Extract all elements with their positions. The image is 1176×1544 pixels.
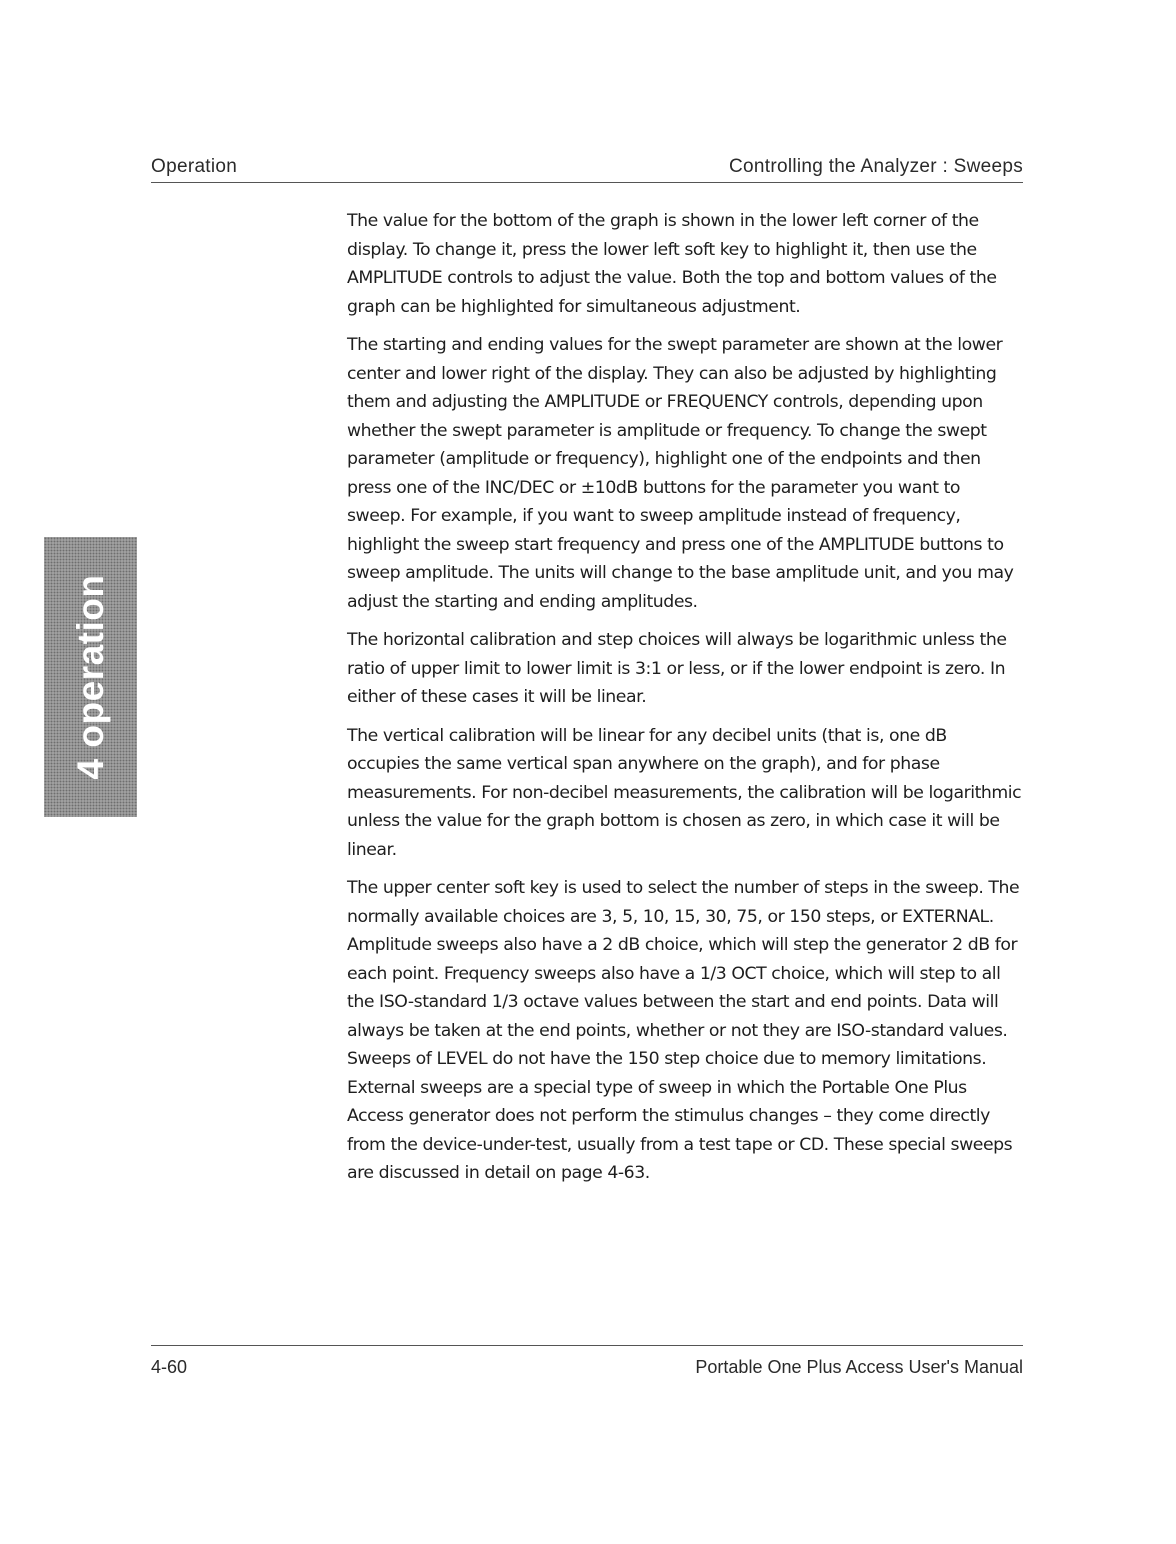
running-header [151,156,1023,183]
paragraph-horizontal-calibration: The horizontal calibration and step choices will always be logarithmic unless the ratio of upper limit to lower limit is 3:1 or less, or if the lower endpoint is zero. In either of these cases it will be linear. [347,630,1007,707]
running-footer [151,1345,1023,1382]
page-number: 4-60 [151,1357,188,1377]
header-topic-title: Controlling the Analyzer : Sweeps [729,156,1023,177]
paragraph-swept-parameter: The starting and ending values for the swept parameter are shown at the lower center and lower right of the display. They can also be adjusted by highlighting them and adjusting the AMPLITUDE or FREQUENCY controls, depending upon whether the swept parameter is amplitude or frequency. To change the swept parameter (amplitude or frequency), highlight one of the endpoints and then press one of the INC/DEC or ±10dB buttons for the parameter you want to sweep. For example, if you want to sweep amplitude instead of frequency, highlight the sweep start frequency and press one of the AMPLITUDE buttons to sweep amplitude. The units will change to the base amplitude unit, and you may adjust the starting and ending amplitudes. [347,335,1014,612]
paragraph-sweep-steps: The upper center soft key is used to select the number of steps in the sweep. The normally available choices are 3, 5, 10, 15, 30, 75, or 150 steps, or EXTERNAL. Amplitude sweeps also have a 2 dB choice, which will step the generator 2 dB for each point. Frequency sweeps also have a 1/3 OCT choice, which will step to all the ISO-standard 1/3 octave values between the start and end points. Data will always be taken at the end points, whether or not they are ISO-standard values. Sweeps of LEVEL do not have the 150 step choice due to memory limitations. External sweeps are a special type of sweep in which the Portable One Plus Access generator does not perform the stimulus changes – they come directly from the device-under-test, usually from a test tape or CD. These special sweeps are discussed in detail on page 4-63. [347,878,1020,1183]
chapter-tab-label: 4 operation [69,574,111,780]
body-text [347,207,1023,1198]
paragraph-graph-bottom: The value for the bottom of the graph is shown in the lower left corner of the display. To change it, press the lower left soft key to highlight it, then use the AMPLITUDE controls to adjust the value. Both the top and bottom values of the graph can be highlighted for simultaneous adjustment. [347,211,997,317]
header-section-title: Operation [151,156,238,177]
chapter-thumb-tab [44,537,137,817]
manual-title: Portable One Plus Access User's Manual [695,1357,1023,1377]
paragraph-vertical-calibration: The vertical calibration will be linear for any decibel units (that is, one dB occupies the same vertical span anywhere on the graph), and for phase measurements. For non-decibel measurements, the calibration will be logarithmic unless the value for the graph bottom is chosen as zero, in which case it will be linear. [347,725,1022,860]
